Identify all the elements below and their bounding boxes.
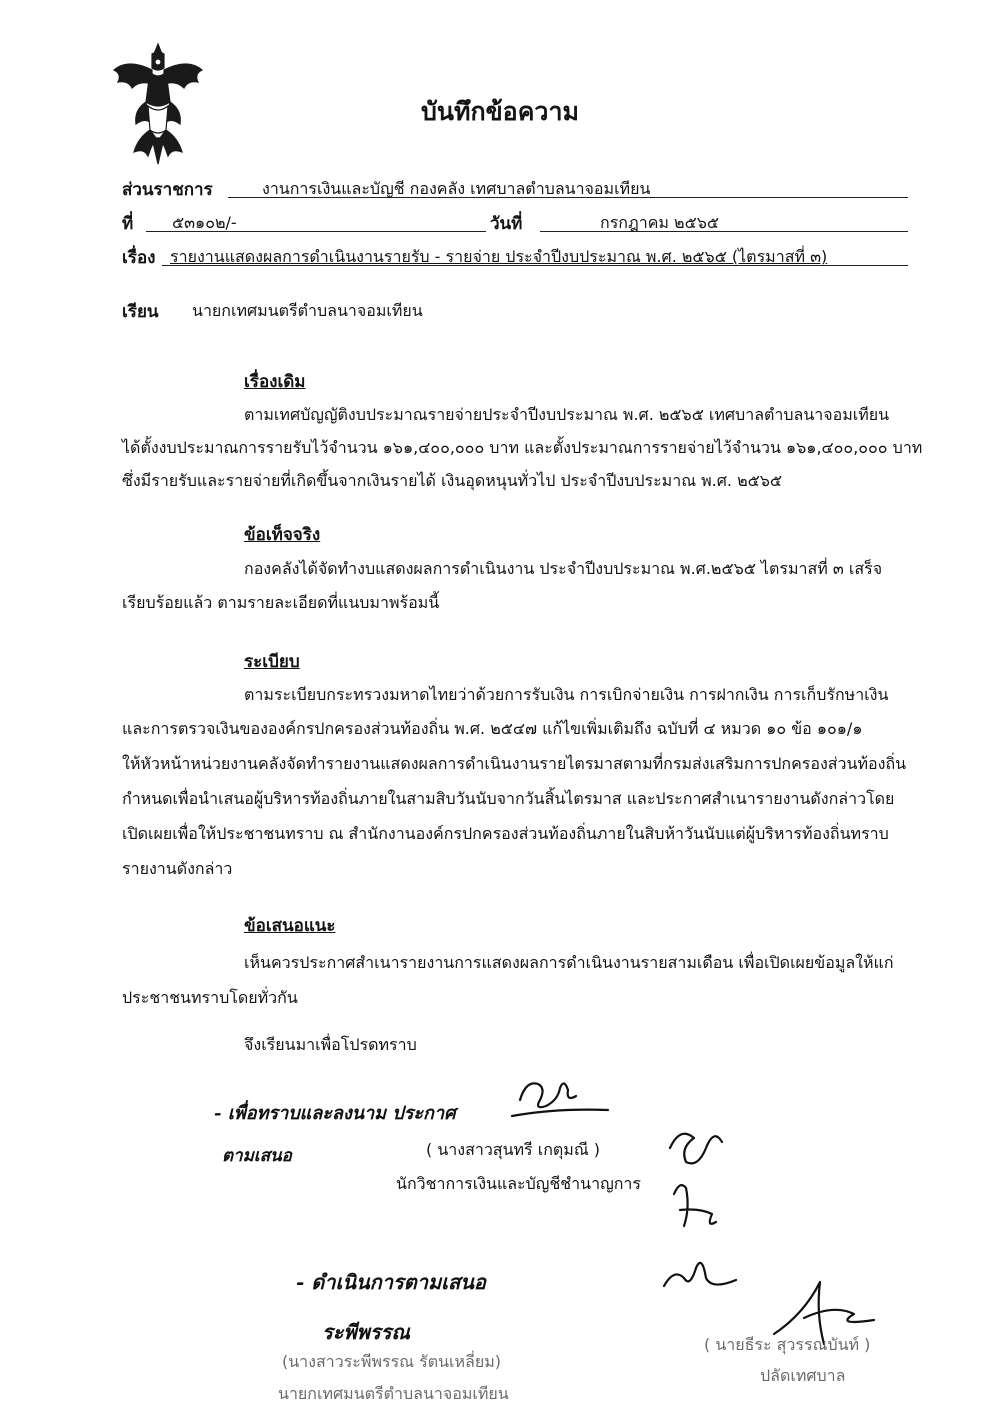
mayor-name: (นางสาวระพีพรรณ รัตนเหลี่ยม) [282, 1352, 502, 1371]
closing-line: จึงเรียนมาเพื่อโปรดทราบ [244, 1035, 417, 1054]
salutation-label: เรียน [122, 302, 159, 322]
section-line: ประชาชนทราบโดยทั่วกัน [122, 988, 298, 1007]
ref-number-value: ๕๓๑๐๒/- [172, 213, 237, 232]
section-line: ตามเทศบัญญัติงบประมาณรายจ่ายประจำปีงบประมาณ พ.ศ. ๒๕๖๕ เทศบาลตำบลนาจอมเทียน [244, 405, 890, 424]
section-heading: ระเบียบ [244, 652, 300, 672]
section-line: ให้หัวหน้าหน่วยงานคลังจัดทำรายงานแสดงผลการดำเนินงานรายไตรมาสตามที่กรมส่งเสริมการปกครองส่วนท้องถิ่น [122, 754, 907, 773]
subject-label: เรื่อง [122, 248, 156, 268]
date-label: วันที่ [490, 214, 523, 234]
section-line: กำหนดเพื่อนำเสนอผู้บริหารท้องถิ่นภายในสามสิบวันนับจากวันสิ้นไตรมาส และประกาศสำเนารายงานดังกล่าวโดย [122, 789, 895, 808]
section-line: ซึ่งมีรายรับและรายจ่ายที่เกิดขึ้นจากเงินรายได้ เงินอุดหนุนทั่วไป ประจำปีงบประมาณ พ.ศ. ๒๕๖๕ [122, 471, 783, 490]
approval-initials [650, 1118, 740, 1298]
ref-number-underline [146, 231, 486, 232]
handwritten-note: - ดำเนินการตามเสนอ [296, 1270, 486, 1294]
clerk-name: ( นายธีระ สุวรรณบันท์ ) [704, 1335, 871, 1354]
signer-name: ( นางสาวสุนทรี เกตุมณี ) [426, 1140, 600, 1159]
section-heading: เรื่องเดิม [244, 372, 306, 392]
section-heading: ข้อเสนอแนะ [244, 916, 336, 936]
section-line: กองคลังได้จัดทำงบแสดงผลการดำเนินงาน ประจำปีงบประมาณ พ.ศ.๒๕๖๕ ไตรมาสที่ ๓ เสร็จ [244, 559, 883, 578]
section-heading: ข้อเท็จจริง [244, 525, 321, 545]
department-value: งานการเงินและบัญชี กองคลัง เทศบาลตำบลนาจอมเทียน [262, 179, 651, 198]
subject-underline [162, 265, 908, 266]
subject-value: รายงานแสดงผลการดำเนินงานรายรับ - รายจ่าย ประจำปีงบประมาณ พ.ศ. ๒๕๖๕ (ไตรมาสที่ ๓) [170, 247, 828, 266]
ref-number-label: ที่ [122, 214, 134, 234]
date-value: กรกฎาคม ๒๕๖๕ [600, 213, 719, 232]
date-underline [540, 231, 908, 232]
handwritten-note: - เพื่อทราบและลงนาม ประกาศ [214, 1103, 456, 1124]
handwritten-note: ระพีพรรณ [322, 1320, 410, 1344]
mayor-position: นายกเทศมนตรีตำบลนาจอมเทียน [278, 1384, 509, 1403]
section-line: เห็นควรประกาศสำเนารายงานการแสดงผลการดำเนินงานรายสามเดือน เพื่อเปิดเผยข้อมูลให้แก่ [244, 953, 894, 972]
department-underline [228, 197, 908, 198]
signer-signature [506, 1070, 616, 1130]
section-line: ได้ตั้งงบประมาณการรายรับไว้จำนวน ๑๖๑,๔๐๐,๐๐๐ บาท และตั้งประมาณการรายจ่ายไว้จำนวน ๑๖๑,๔๐๐,๐๐๐ บาท [122, 438, 923, 457]
section-line: ตามระเบียบกระทรวงมหาดไทยว่าด้วยการรับเงิน การเบิกจ่ายเงิน การฝากเงิน การเก็บรักษาเงิน [244, 685, 889, 704]
section-line: เปิดเผยเพื่อให้ประชาชนทราบ ณ สำนักงานองค์กรปกครองส่วนท้องถิ่นภายในสิบห้าวันนับแต่ผู้บริหารท้องถิ่นทราบ [122, 824, 889, 843]
section-line: รายงานดังกล่าว [122, 859, 233, 878]
section-line: เรียบร้อยแล้ว ตามรายละเอียดที่แนบมาพร้อมนี้ [122, 593, 440, 612]
salutation-value: นายกเทศมนตรีตำบลนาจอมเทียน [192, 301, 423, 320]
clerk-position: ปลัดเทศบาล [760, 1366, 846, 1385]
section-line: และการตรวจเงินขององค์กรปกครองส่วนท้องถิ่น พ.ศ. ๒๕๔๗ แก้ไขเพิ่มเติมถึง ฉบับที่ ๔ หมวด ๑๐ ข้อ ๑๐๑/๑ [122, 719, 863, 738]
department-label: ส่วนราชการ [122, 180, 213, 200]
handwritten-note: ตามเสนอ [222, 1146, 292, 1166]
memo-title: บันทึกข้อความ [421, 97, 579, 126]
signer-position: นักวิชาการเงินและบัญชีชำนาญการ [396, 1174, 641, 1193]
